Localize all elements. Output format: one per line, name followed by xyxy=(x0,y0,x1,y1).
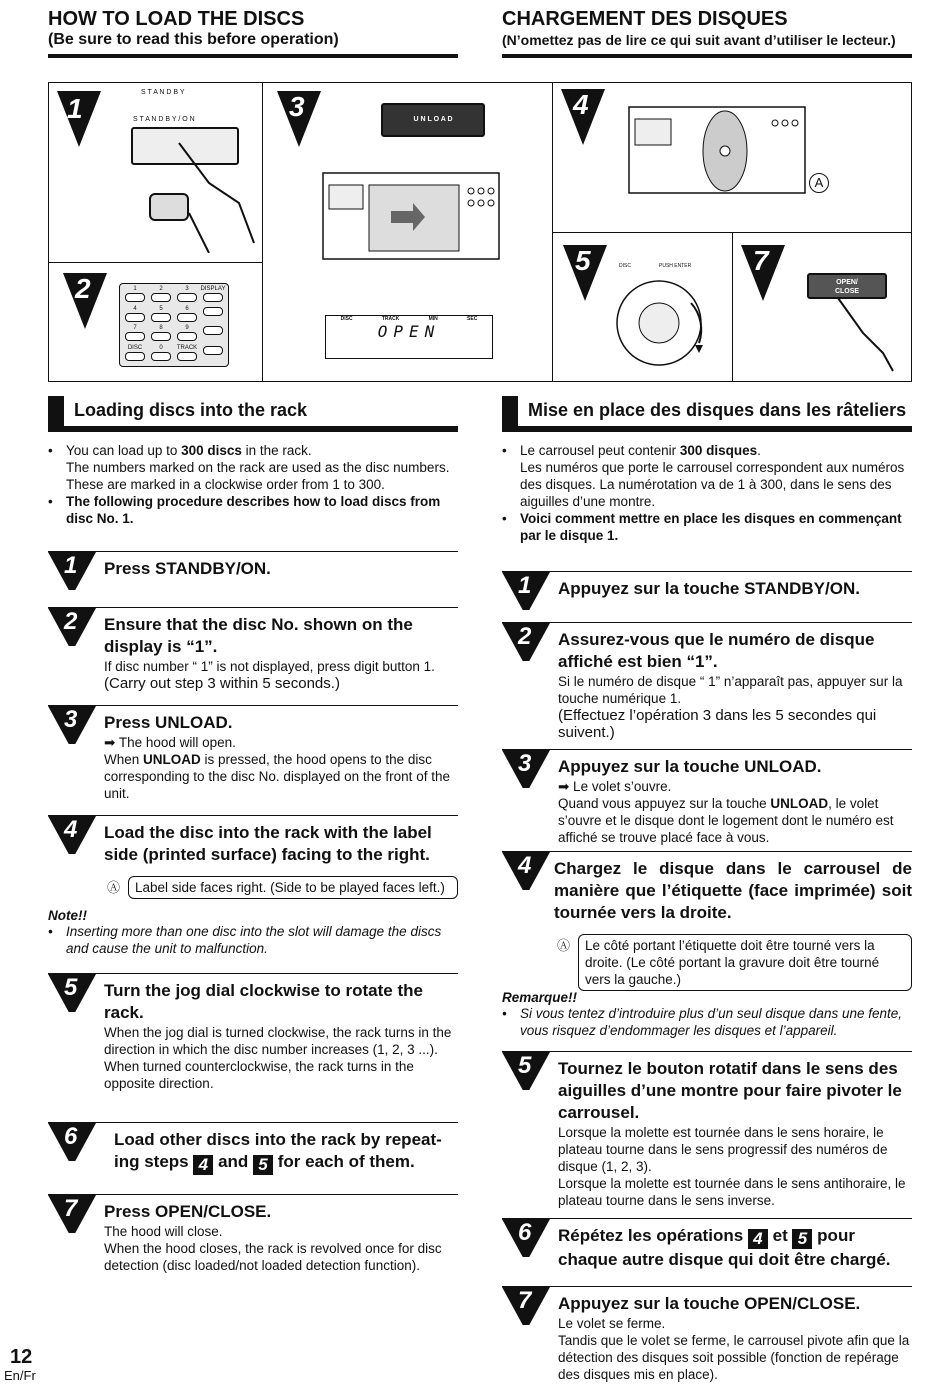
remote-key xyxy=(200,325,226,345)
step-ref-5-icon: 5 xyxy=(253,1155,273,1175)
standby-label: S T A N D B Y xyxy=(141,89,185,96)
note-list xyxy=(502,1005,912,1039)
step-number: 5 xyxy=(64,974,78,1001)
remote-key: DISPLAY xyxy=(200,286,226,306)
header-rule xyxy=(502,54,912,58)
step-heading: Turn the jog dial clockwise to rotate the rack. xyxy=(104,981,423,1022)
step-number: 6 xyxy=(518,1219,532,1246)
note-item: • Si vous tentez d’introduire plus d’un seul disque dans une fente, vous risquez d’endommager les disques et l’appareil. xyxy=(502,1005,912,1039)
step-number: 1 xyxy=(518,572,532,599)
hand-icon xyxy=(833,293,903,373)
lcd-label-track: TRACK xyxy=(381,316,400,322)
remote-key: 1 xyxy=(122,286,148,306)
step-6 xyxy=(48,1122,458,1175)
remote-key: TRACK xyxy=(174,345,200,365)
remote-key: 0 xyxy=(148,345,174,365)
step-heading: Chargez le disque dans le carrousel de manière que l’étiquette (face imprimée) soit tournée vers la droite. xyxy=(554,859,912,922)
step-number: 4 xyxy=(518,852,532,879)
step-heading: Press STANDBY/ON. xyxy=(104,559,271,578)
step-heading: Assurez-vous que le numéro de disque affiché est bien “1”. xyxy=(558,630,875,671)
callout-a-label: Ⓐ xyxy=(107,880,121,895)
step-heading: Load other discs into the rack by repeat-ing steps 4 and 5 for each of them. xyxy=(114,1130,442,1174)
lcd-display xyxy=(325,315,493,359)
step-heading: Load the disc into the rack with the label side (printed surface) facing to the right. xyxy=(104,823,432,864)
bullet-list-en xyxy=(48,442,458,527)
step-1 xyxy=(48,551,458,580)
step-text: When the hood closes, the rack is revolved once for disc detection (disc loaded/not loaded detection function). xyxy=(104,1241,442,1273)
remote-key: 4 xyxy=(122,306,148,326)
step-text: Tandis que le volet se ferme, le carrousel pivote afin que la détection des disques soit possible (fonction de repérage des disques mis en place). xyxy=(558,1333,910,1382)
step-number: 6 xyxy=(64,1123,78,1150)
step-3 xyxy=(502,749,912,846)
step-text: (Carry out step 3 within 5 seconds.) xyxy=(104,675,340,692)
step-text: ➡ The hood will open. xyxy=(104,735,236,750)
section-title-fr: Mise en place des disques dans les râteliers xyxy=(502,396,912,432)
callout-box: Ⓐ Label side faces right. (Side to be played faces left.) xyxy=(128,876,458,899)
callout-a-label: A xyxy=(809,173,829,193)
section-title-en: Loading discs into the rack xyxy=(48,396,458,432)
step-4 xyxy=(48,815,458,899)
bullet-item: • Le carrousel peut contenir 300 disques. Les numéros que porte le carrousel correspondent aux numéros des disques. La numérotation va de 1 à 300, dans le sens des aiguilles d’une montre. xyxy=(502,442,912,510)
bullet-list-fr xyxy=(502,442,912,544)
disc-label: DISC xyxy=(619,263,631,269)
step-ref-4-icon: 4 xyxy=(748,1229,768,1249)
panel-step-2 xyxy=(49,263,263,381)
note-title: Note!! xyxy=(48,908,87,923)
page-subtitle-en: (Be sure to read this before operation) xyxy=(48,31,339,48)
page-title-en: HOW TO LOAD THE DISCS xyxy=(48,8,305,30)
remote-key: 6 xyxy=(174,306,200,326)
language-label: En/Fr xyxy=(4,1368,36,1383)
lcd-label-sec: SEC xyxy=(467,316,478,322)
callout-a-label: Ⓐ xyxy=(557,938,571,953)
panel-step-5 xyxy=(553,233,733,381)
push-enter-label: PUSH ENTER xyxy=(659,263,692,269)
callout-box: Ⓐ Le côté portant l’étiquette doit être tourné vers la droite. (Le côté portant la gravure doit être tourné vers la gauche.) xyxy=(578,934,912,991)
step-heading: Appuyez sur la touche OPEN/CLOSE. xyxy=(558,1294,861,1313)
step-heading: Appuyez sur la touche UNLOAD. xyxy=(558,757,822,776)
step-text: Quand vous appuyez sur la touche UNLOAD, le volet s’ouvre et le disque dont le logement dont le numéro est affiché se trouve placé face à vous. xyxy=(558,796,894,845)
step-3 xyxy=(48,705,458,802)
step-text: When the jog dial is turned clockwise, the rack turns in the direction in which the disc number increases (1, 2, 3 ...). xyxy=(104,1025,452,1057)
header-fr xyxy=(502,8,912,58)
step-number: 5 xyxy=(518,1052,532,1079)
remote-key: 7 xyxy=(122,325,148,345)
note-en xyxy=(48,908,458,957)
step-6 xyxy=(502,1218,912,1271)
page-number: 12 xyxy=(10,1346,33,1368)
step-text: If disc number “ 1” is not displayed, press digit button 1. xyxy=(104,659,435,674)
panel-number: 5 xyxy=(575,245,591,276)
hand-icon xyxy=(169,133,259,253)
step-7 xyxy=(502,1286,912,1383)
remote-key: DISC xyxy=(122,345,148,365)
step-text: Lorsque la molette est tournée dans le sens horaire, le plateau tourne dans le sens progressif des numéros de disque (1, 2, 3). xyxy=(558,1125,888,1174)
remote-key xyxy=(200,306,226,326)
step-text: Le volet se ferme. xyxy=(558,1316,666,1331)
step-heading: Press OPEN/CLOSE. xyxy=(104,1202,272,1221)
column-fr xyxy=(502,396,912,1381)
step-number: 4 xyxy=(64,816,78,843)
remote-key: 5 xyxy=(148,306,174,326)
page-title-fr: CHARGEMENT DES DISQUES xyxy=(502,8,788,30)
step-heading: Tournez le bouton rotatif dans le sens des aiguilles d’une montre pour faire pivoter le carrousel. xyxy=(558,1059,902,1122)
note-fr xyxy=(502,990,912,1039)
step-number: 2 xyxy=(64,608,78,635)
step-number: 7 xyxy=(64,1195,78,1222)
unload-button: U N L O A D xyxy=(381,103,485,137)
note-title: Remarque!! xyxy=(502,990,578,1005)
panel-number: 3 xyxy=(289,91,305,122)
panel-step-3 xyxy=(263,83,553,381)
step-number: 3 xyxy=(518,750,532,777)
illustration-box xyxy=(48,82,912,382)
lcd-label-min: MIN xyxy=(428,316,438,322)
step-heading: Press UNLOAD. xyxy=(104,713,233,732)
step-text: When UNLOAD is pressed, the hood opens to the disc corresponding to the disc No. displayed on the front of the unit. xyxy=(104,752,450,801)
header-rule xyxy=(48,54,458,58)
step-2 xyxy=(48,607,458,692)
step-text: When turned counterclockwise, the rack turns in the opposite direction. xyxy=(104,1059,414,1091)
column-en xyxy=(48,396,458,1356)
panel-number: 7 xyxy=(753,245,769,276)
page-subtitle-fr: (N’omettez pas de lire ce qui suit avant d’utiliser le lecteur.) xyxy=(502,32,896,48)
step-2 xyxy=(502,622,912,741)
step-text: Si le numéro de disque “ 1” n’apparaît pas, appuyer sur la touche numérique 1. xyxy=(558,674,903,706)
bullet-item: • You can load up to 300 discs in the rack. The numbers marked on the rack are used as the disc numbers. These are marked in a clockwise order from 1 to 300. xyxy=(48,442,458,493)
unit-drawing xyxy=(321,171,501,271)
header-en xyxy=(48,8,458,58)
step-5 xyxy=(48,973,458,1092)
step-number: 3 xyxy=(64,706,78,733)
unit-open-drawing xyxy=(627,97,807,207)
remote-key xyxy=(200,345,226,365)
step-text: (Effectuez l’opération 3 dans les 5 secondes qui suivent.) xyxy=(558,707,877,741)
step-number: 1 xyxy=(64,552,78,579)
bullet-item: • Voici comment mettre en place les disques en commençant par le disque 1. xyxy=(502,510,912,544)
standby-on-label: S T A N D B Y / O N xyxy=(133,116,195,123)
lcd-label-disc: DISC xyxy=(340,316,353,322)
note-item: • Inserting more than one disc into the slot will damage the discs and cause the unit to malfunction. xyxy=(48,923,458,957)
note-list xyxy=(48,923,458,957)
jog-dial-icon xyxy=(609,273,709,373)
step-heading: Ensure that the disc No. shown on the display is “1”. xyxy=(104,615,413,656)
lcd-text: OPEN xyxy=(377,322,441,341)
step-4 xyxy=(502,851,912,991)
remote-key: 9 xyxy=(174,325,200,345)
remote-key: 3 xyxy=(174,286,200,306)
panel-step-7 xyxy=(733,233,911,381)
step-number: 2 xyxy=(518,623,532,650)
step-text: The hood will close. xyxy=(104,1224,223,1239)
remote-key: 8 xyxy=(148,325,174,345)
panel-number: 1 xyxy=(67,93,83,124)
step-1 xyxy=(502,571,912,600)
step-text: ➡ Le volet s’ouvre. xyxy=(558,779,672,794)
step-text: Lorsque la molette est tournée dans le sens antihoraire, le plateau tourne dans le sens inverse. xyxy=(558,1176,906,1208)
panel-step-4 xyxy=(553,83,911,233)
step-number: 7 xyxy=(518,1287,532,1314)
bullet-item: • The following procedure describes how to load discs from disc No. 1. xyxy=(48,493,458,527)
step-ref-5-icon: 5 xyxy=(792,1229,812,1249)
step-7 xyxy=(48,1194,458,1274)
step-heading: Répétez les opérations 4 et 5 pour chaque autre disque qui doit être chargé. xyxy=(558,1226,891,1269)
open-close-button: OPEN/ CLOSE xyxy=(807,273,887,299)
remote-key: 2 xyxy=(148,286,174,306)
panel-number: 2 xyxy=(75,273,91,304)
panel-number: 4 xyxy=(573,89,589,120)
panel-step-1 xyxy=(49,83,263,263)
step-heading: Appuyez sur la touche STANDBY/ON. xyxy=(558,579,860,598)
step-5 xyxy=(502,1051,912,1209)
step-ref-4-icon: 4 xyxy=(193,1155,213,1175)
